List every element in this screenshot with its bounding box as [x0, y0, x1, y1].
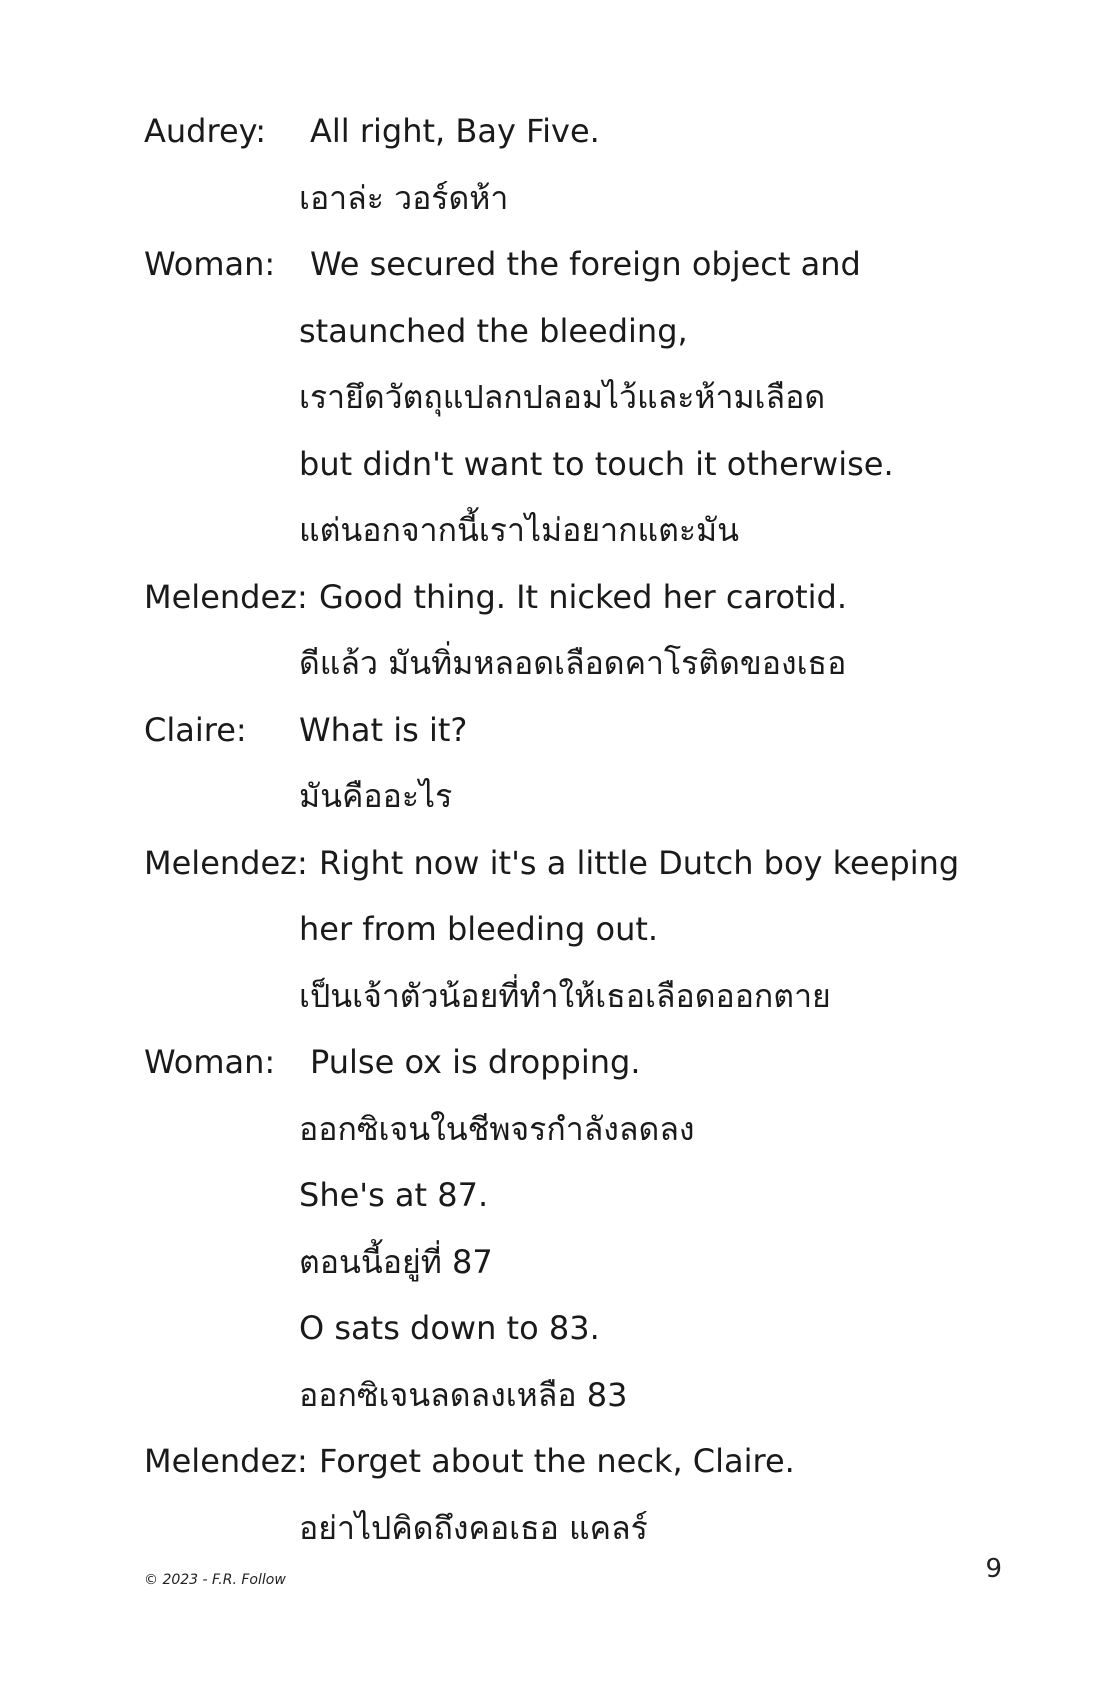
dialogue-translation: ดีแล้ว มันทิ่มหลอดเลือดคาโรติดของเธอ: [299, 644, 847, 682]
dialogue-text: Right now it's a little Dutch boy keeping: [319, 843, 960, 882]
dialogue-text: staunched the bleeding,: [299, 311, 688, 350]
dialogue-line: [144, 431, 1044, 498]
dialogue-translation: มันคืออะไร: [299, 777, 453, 815]
speaker-name: Melendez:: [144, 1442, 308, 1480]
dialogue-line: [144, 1229, 1044, 1296]
dialogue-text: but didn't want to touch it otherwise.: [299, 444, 894, 483]
dialogue-line: [144, 1362, 1044, 1429]
script-dialogue: [144, 98, 1044, 1561]
dialogue-translation: เรายึดวัตถุแปลกปลอมไว้และห้ามเลือด: [299, 378, 826, 416]
dialogue-line: [144, 896, 1044, 963]
dialogue-line: [144, 231, 1044, 298]
dialogue-line: [144, 697, 1044, 764]
dialogue-line: [144, 1029, 1044, 1096]
dialogue-translation: ออกซิเจนในชีพจรกำลังลดลง: [299, 1109, 695, 1148]
dialogue-translation: ตอนนี้อยู่ที่ 87: [299, 1242, 493, 1281]
dialogue-line: [144, 1162, 1044, 1229]
dialogue-translation: เป็นเจ้าตัวน้อยที่ทำให้เธอเลือดออกตาย: [299, 976, 831, 1015]
dialogue-text: her from bleeding out.: [299, 910, 659, 948]
dialogue-text: Pulse ox is dropping.: [310, 1043, 641, 1081]
dialogue-translation: ออกซิเจนลดลงเหลือ 83: [299, 1375, 628, 1414]
dialogue-line: [144, 763, 1044, 830]
dialogue-text: O sats down to 83.: [299, 1309, 600, 1347]
dialogue-line: [144, 630, 1044, 697]
speaker-name: Audrey:: [144, 112, 267, 150]
dialogue-line: [144, 1428, 1044, 1495]
dialogue-line: [144, 1495, 1044, 1562]
dialogue-line: [144, 298, 1044, 365]
dialogue-line: [144, 1096, 1044, 1163]
speaker-name: Woman:: [144, 1043, 276, 1081]
dialogue-text: She's at 87.: [299, 1176, 489, 1214]
dialogue-text: Good thing. It nicked her carotid.: [319, 577, 848, 616]
dialogue-translation: อย่าไปคิดถึงคอเธอ แคลร์: [299, 1508, 648, 1547]
dialogue-text: What is it?: [299, 710, 468, 749]
speaker-name: Melendez:: [144, 843, 308, 882]
dialogue-text: Forget about the neck, Claire.: [319, 1442, 795, 1480]
copyright-notice: © 2023 - F.R. Follow: [144, 1572, 286, 1588]
dialogue-line: [144, 963, 1044, 1030]
dialogue-line: [144, 364, 1044, 431]
dialogue-text: All right, Bay Five.: [310, 112, 600, 150]
dialogue-translation: แต่นอกจากนี้เราไม่อยากแตะมัน: [299, 511, 739, 549]
dialogue-line: [144, 564, 1044, 631]
dialogue-line: [144, 98, 1044, 165]
dialogue-line: [144, 165, 1044, 232]
dialogue-line: [144, 497, 1044, 564]
dialogue-text: We secured the foreign object and: [310, 245, 861, 283]
dialogue-line: [144, 1295, 1044, 1362]
dialogue-line: [144, 830, 1044, 897]
speaker-name: Woman:: [144, 245, 276, 283]
speaker-name: Melendez:: [144, 577, 308, 616]
dialogue-translation: เอาล่ะ วอร์ดห้า: [299, 178, 509, 217]
speaker-name: Claire:: [144, 710, 247, 749]
page-number: 9: [985, 1554, 1002, 1584]
